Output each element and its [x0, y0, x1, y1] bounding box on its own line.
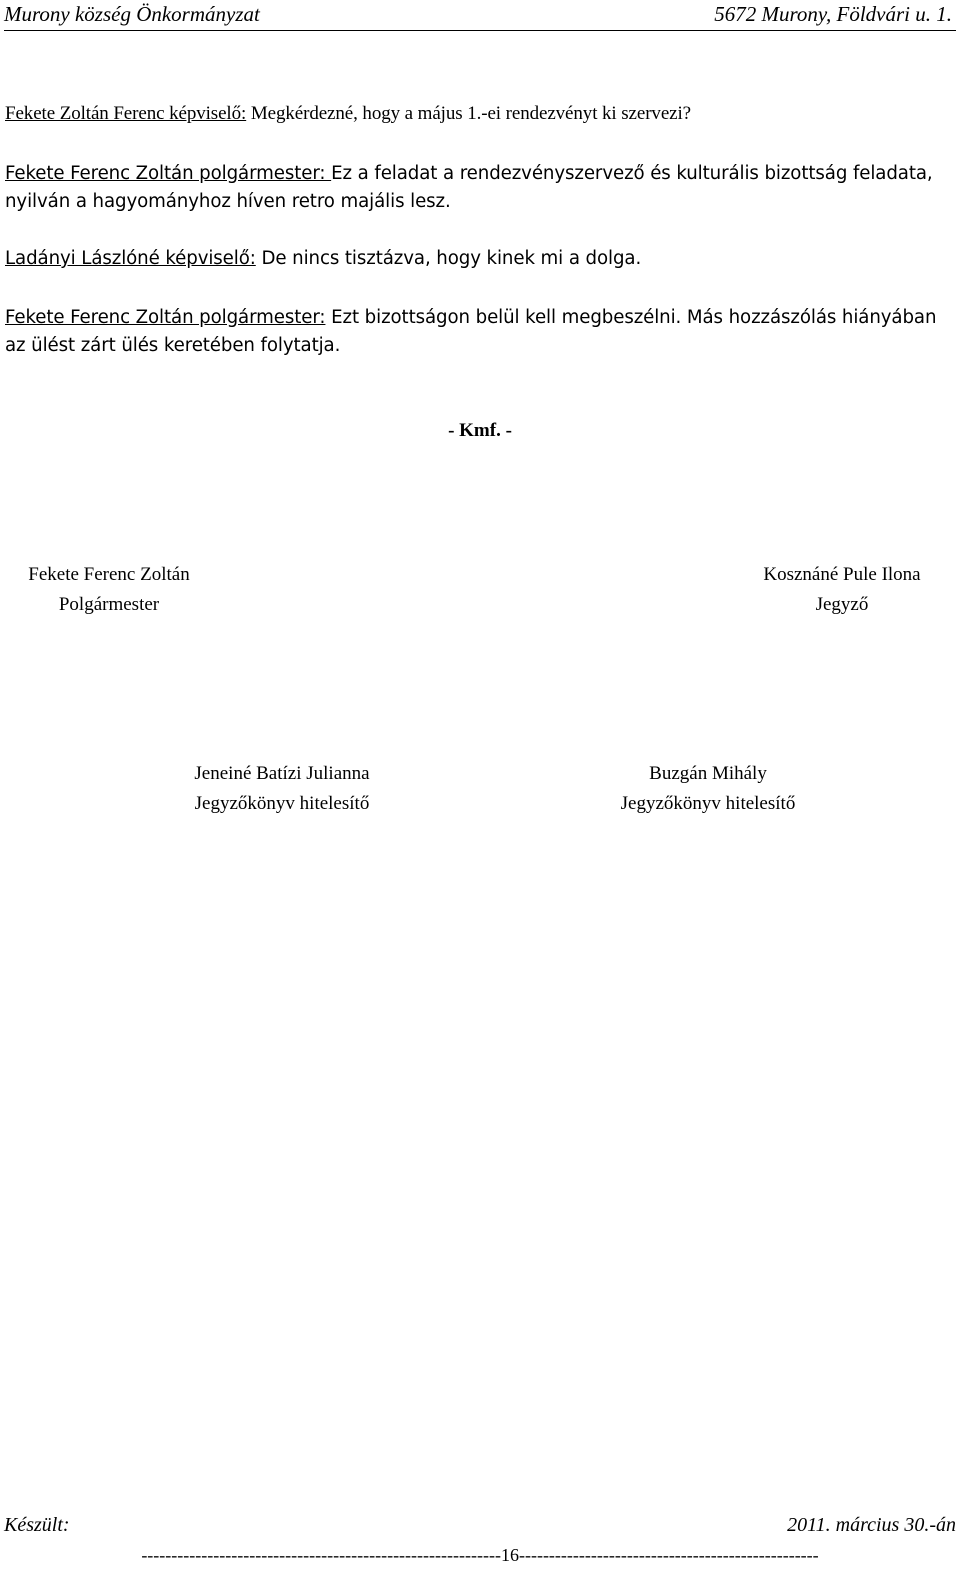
- paragraph-text: De nincs tisztázva, hogy kinek mi a dolga.: [255, 248, 642, 269]
- footer-date: 2011. március 30.-án: [787, 1514, 956, 1536]
- kmf-heading: - Kmf. -: [448, 420, 512, 441]
- signature-name: Kosznáné Pule Ilona: [763, 564, 921, 585]
- signature-role: Polgármester: [58, 594, 160, 615]
- signature-notary: [724, 560, 960, 620]
- footer-prepared-label: Készült:: [4, 1514, 70, 1536]
- signature-name: Buzgán Mihály: [649, 763, 767, 784]
- signature-name: Fekete Ferenc Zoltán: [28, 564, 190, 585]
- page-header: [4, 0, 956, 31]
- paragraph-3: [5, 245, 955, 273]
- paragraph-1: [5, 100, 955, 128]
- speaker-label: Fekete Zoltán Ferenc képviselő:: [5, 103, 247, 124]
- signature-name: Jeneiné Batízi Julianna: [194, 763, 370, 784]
- signature-role: Jegyző: [815, 594, 869, 615]
- header-municipality: Murony község Önkormányzat: [4, 2, 260, 26]
- paragraph-4: [5, 304, 955, 360]
- signature-authenticator-2: [586, 759, 830, 819]
- paragraph-text: Ezt bizottságon belül kell megbeszélni. Más hozzászólás hiányában az ülést zárt ülés keretében folytatja.: [5, 307, 937, 356]
- speaker-label: Fekete Ferenc Zoltán polgármester:: [5, 307, 326, 328]
- signature-role: Jegyzőkönyv hitelesítő: [194, 793, 370, 814]
- signature-authenticator-1: [158, 759, 406, 819]
- speaker-label: Fekete Ferenc Zoltán polgármester:: [5, 163, 332, 184]
- paragraph-2: [5, 160, 955, 216]
- paragraph-text: Megkérdezné, hogy a május 1.-ei rendezvényt ki szervezi?: [246, 103, 692, 124]
- header-address: 5672 Murony, Földvári u. 1.: [714, 2, 952, 26]
- signature-role: Jegyzőkönyv hitelesítő: [620, 793, 796, 814]
- paragraph-text: Ez a feladat a rendezvényszervező és kulturális bizottság feladata, nyilván a hagyományhoz híven retro majális lesz.: [5, 163, 933, 212]
- speaker-label: Ladányi Lászlóné képviselő:: [5, 248, 256, 269]
- page-number-line: ------------------------------------------------------------16--------------------------------------------------: [141, 1545, 819, 1565]
- signature-mayor: [0, 560, 218, 620]
